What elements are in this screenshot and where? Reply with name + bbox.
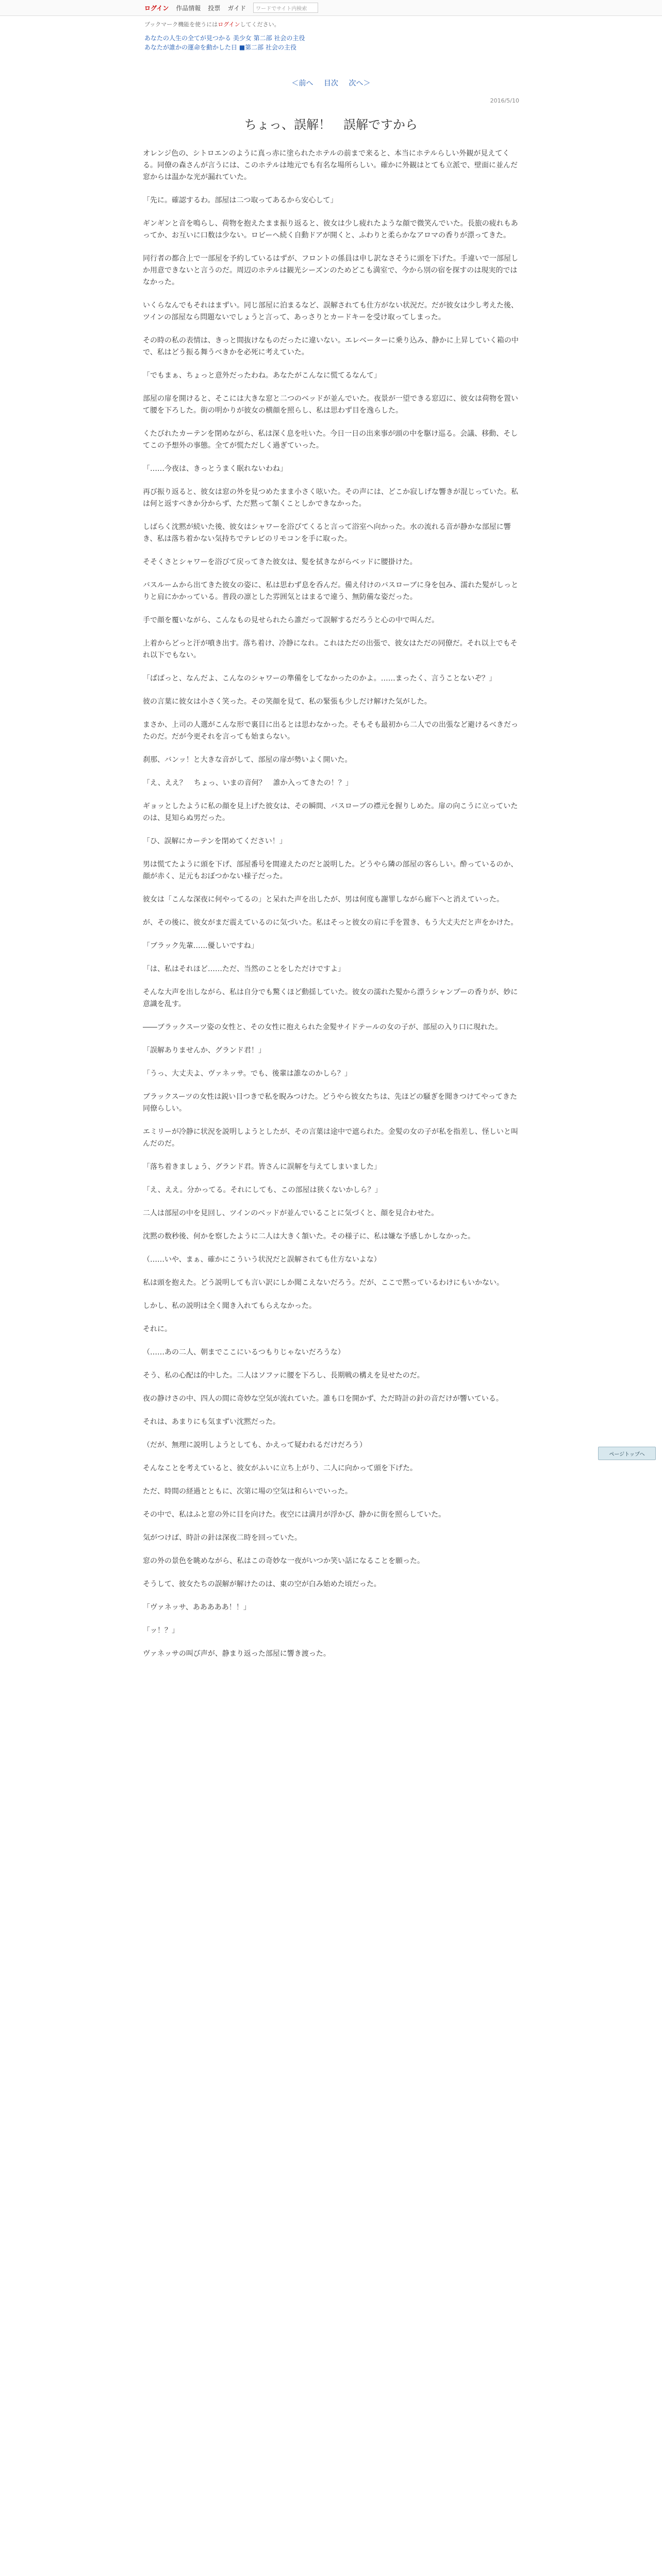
novel-paragraph: （だが、無理に説明しようとしても、かえって疑われるだけだろう） <box>143 1441 367 1449</box>
novel-paragraph: それは、あまりにも気まずい沈黙だった。 <box>143 1418 280 1426</box>
chapter-pager <box>0 78 662 88</box>
post-date: 2016/5/10 <box>490 97 519 104</box>
top-navigation-bar <box>0 0 662 16</box>
novel-paragraph: しかし、私の説明は全く聞き入れてもらえなかった。 <box>143 1302 316 1310</box>
next-chapter-link[interactable]: 次へ＞ <box>349 79 371 88</box>
novel-paragraph: 刹那、バンッ！と大きな音がして、部屋の扉が勢いよく開いた。 <box>143 756 352 764</box>
novel-paragraph: 夜の静けさの中、四人の間に奇妙な空気が流れていた。誰も口を開かず、ただ時計の針の音だけが響いている。 <box>143 1395 503 1403</box>
novel-paragraph: そんなことを考えていると、彼女がふいに立ち上がり、二人に向かって頭を下げた。 <box>143 1464 417 1472</box>
bookmark-notice <box>0 16 662 28</box>
novel-paragraph: 「うっ、大丈夫よ、ヴァネッサ。でも、後輩は誰なのかしら？」 <box>143 1070 352 1078</box>
novel-paragraph: （……いや、まぁ、確かにこういう状況だと誤解されても仕方ないよな） <box>143 1256 381 1264</box>
novel-paragraph: 「え、ええ。分かってる。それにしても、この部屋は狭くないかしら？」 <box>143 1186 382 1194</box>
novel-paragraph: 「え、ええ？ ちょっ、いまの音何？ 誰か入ってきたの！？」 <box>143 779 353 787</box>
novel-paragraph: 二人は部屋の中を見回し、ツインのベッドが並んでいることに気づくと、顔を見合わせた。 <box>143 1209 439 1217</box>
novel-paragraph: 手で顔を覆いながら、こんなもの見せられたら誰だって誤解するだろうと心の中で叫んだ。 <box>143 616 439 624</box>
notice-prefix: ブックマーク機能を使うには <box>144 21 218 28</box>
chapter-title: ちょっ、誤解！ 誤解ですから <box>244 117 418 132</box>
notice-suffix: してください。 <box>240 21 280 28</box>
novel-body <box>143 148 519 1660</box>
novel-paragraph: ギョッとしたように私の顔を見上げた彼女は、その瞬間、バスローブの襟元を握りしめた。扉の向こうに立っていたのは、見知らぬ男だった。 <box>143 802 518 822</box>
page-top-button[interactable]: ページトップへ <box>598 1447 656 1460</box>
novel-paragraph: 窓の外の景色を眺めながら、私はこの奇妙な一夜がいつか笑い話になることを願った。 <box>143 1557 424 1565</box>
novel-paragraph: そんな大声を出しながら、私は自分でも驚くほど動揺していた。彼女の濡れた髪から漂うシャンプーの香りが、妙に意識を乱す。 <box>143 988 518 1008</box>
novel-paragraph: 同行者の都合上で一部屋を予約しているはずが、フロントの係員は申し訳なさそうに頭を下げた。手違いで一部屋しか用意できないと言うのだ。周辺のホテルは観光シーズンのためどこも満室で、今から別の宿を探すのは現実的ではなかった。 <box>143 255 518 286</box>
novel-paragraph: その中で、私はふと窓の外に目を向けた。夜空には満月が浮かび、静かに街を照らしていた。 <box>143 1511 446 1519</box>
novel-paragraph: 上着からどっと汗が噴き出す。落ち着け、冷静になれ。これはただの出張で、彼女はただの同僚だ。それ以上でもそれ以下でもない。 <box>143 639 518 659</box>
novel-paragraph: 再び振り返ると、彼女は窓の外を見つめたまま小さく呟いた。その声には、どこか寂しげな響きが混じっていた。私は何と返すべきか分からず、ただ黙って頷くことしかできなかった。 <box>143 488 518 508</box>
novel-paragraph: そう、私の心配は的中した。二人はソファに腰を下ろし、長期戦の構えを見せたのだ。 <box>143 1371 424 1380</box>
novel-paragraph: その時の私の表情は、きっと間抜けなものだったに違いない。エレベーターに乗り込み、静かに上昇していく箱の中で、私はどう振る舞うべきかを必死に考えていた。 <box>143 336 519 357</box>
novel-paragraph: ヴァネッサの叫び声が、静まり返った部屋に響き渡った。 <box>143 1650 330 1658</box>
novel-paragraph: 部屋の扉を開けると、そこには大きな窓と二つのベッドが並んでいた。夜景が一望できる窓辺に、彼女は荷物を置いて腰を下ろした。街の明かりが彼女の横顔を照らし、私は思わず目を逸らした。 <box>143 395 518 415</box>
table-of-contents-link[interactable]: 目次 <box>324 79 338 88</box>
novel-paragraph: 「ッ！？」 <box>143 1626 179 1635</box>
novel-paragraph: ――ブラックスーツ姿の女性と、その女性に抱えられた金髪サイドテールの女の子が、部屋の入り口に現れた。 <box>143 1023 503 1031</box>
novel-paragraph: 彼の言葉に彼女は小さく笑った。その笑顔を見て、私の緊張も少しだけ解けた気がした。 <box>143 698 432 706</box>
chapter-link[interactable]: あなたが誰かの運命を動かした日 ■第二部 社会の主役 <box>144 44 296 51</box>
series-link[interactable]: あなたの人生の全てが見つかる 美少女 第二部 社会の主役 <box>144 35 305 42</box>
novel-paragraph: 「でもまぁ、ちょっと意外だったわね。あなたがこんなに慌てるなんて」 <box>143 371 381 380</box>
nav-item-guide[interactable]: ガイド <box>227 4 246 12</box>
novel-paragraph: 「誤解ありませんか、グランド君！」 <box>143 1046 266 1055</box>
novel-paragraph: 「は、私はそれほど……ただ、当然のことをしただけですよ」 <box>143 965 345 973</box>
novel-paragraph: バスルームから出てきた彼女の姿に、私は思わず息を呑んだ。備え付けのバスローブに身を包み、濡れた髪がしっとりと肩にかかっている。普段の凛とした雰囲気とはまるで違う、無防備な姿だった。 <box>143 581 519 601</box>
novel-paragraph: 「……今夜は、きっとうまく眠れないわね」 <box>143 465 287 473</box>
novel-paragraph: くたびれたカーテンを閉めながら、私は深く息を吐いた。今日一日の出来事が頭の中を駆け巡る。会議、移動、そしてこの予想外の事態。全てが慌ただしく過ぎていった。 <box>143 430 518 450</box>
novel-paragraph: 「ブラック先輩……優しいですね」 <box>143 942 258 950</box>
novel-paragraph: まさか、上司の人選がこんな形で裏目に出るとは思わなかった。そもそも最初から二人での出張など避けるべきだったのだ。だが今更それを言っても始まらない。 <box>143 721 518 741</box>
novel-paragraph: それに。 <box>143 1325 172 1333</box>
nav-item-vote[interactable]: 投票 <box>208 4 221 12</box>
novel-paragraph: 「ひ、誤解にカーテンを閉めてください！」 <box>143 837 287 845</box>
novel-paragraph: しばらく沈黙が続いた後、彼女はシャワーを浴びてくると言って浴室へ向かった。水の流れる音が静かな部屋に響き、私は落ち着かない気持ちでテレビのリモコンを手に取った。 <box>143 523 511 543</box>
novel-paragraph: が、その後に、彼女がまだ震えているのに気づいた。私はそっと彼女の肩に手を置き、もう大丈夫だと声をかけた。 <box>143 919 518 927</box>
novel-paragraph: 「ぱぱっと、なんだよ、こんなのシャワーの準備をしてなかったのかよ。……まったく、言うことないぞ？」 <box>143 674 496 683</box>
novel-paragraph: ただ、時間の経過とともに、次第に場の空気は和らいでいった。 <box>143 1487 352 1496</box>
novel-paragraph: いくらなんでもそれはまずい。同じ部屋に泊まるなど、誤解されても仕方がない状況だ。だが彼女は少し考えた後、ツインの部屋なら問題ないでしょうと言って、あっさりとカードキーを受け取ってしまった。 <box>143 301 518 321</box>
novel-paragraph: エミリーが冷静に状況を説明しようとしたが、その言葉は途中で遮られた。金髪の女の子が私を指差し、怪しいと叫んだのだ。 <box>143 1128 518 1148</box>
novel-paragraph: 「落ち着きましょう、グランド君。皆さんに誤解を与えてしまいました」 <box>143 1163 381 1171</box>
novel-paragraph: 私は頭を抱えた。どう説明しても言い訳にしか聞こえないだろう。だが、ここで黙っているわけにもいかない。 <box>143 1279 504 1287</box>
novel-paragraph: 沈黙の数秒後、何かを察したように二人は大きく頷いた。その様子に、私は嫌な予感しかしなかった。 <box>143 1232 475 1241</box>
novel-paragraph: ギンギンと音を鳴らし、荷物を抱えたまま振り返ると、彼女は少し疲れたような顔で微笑んでいた。長旅の疲れもあってか、お互いに口数は少ない。ロビーへ続く自動ドアが開くと、ふわりと柔らかなアロマの香りが漂ってきた。 <box>143 219 518 240</box>
novel-paragraph: ブラックスーツの女性は鋭い目つきで私を睨みつけた。どうやら彼女たちは、先ほどの騒ぎを聞きつけてやってきた同僚らしい。 <box>143 1093 518 1113</box>
novel-paragraph: 彼女は「こんな深夜に何やってるの」と呆れた声を出したが、男は何度も謝罪しながら廊下へと消えていった。 <box>143 895 504 904</box>
novel-paragraph: 「ヴァネッサ、あああああ！！」 <box>143 1603 251 1612</box>
novel-paragraph: 男は慌てたように頭を下げ、部屋番号を間違えたのだと説明した。どうやら隣の部屋の客らしい。酔っているのか、顔が赤く、足元もおぼつかない様子だった。 <box>143 860 518 880</box>
notice-login-link[interactable]: ログイン <box>218 21 240 28</box>
novel-paragraph: そそくさとシャワーを浴びて戻ってきた彼女は、髪を拭きながらベッドに腰掛けた。 <box>143 558 417 566</box>
nav-item-works[interactable]: 作品情報 <box>176 4 201 12</box>
prev-chapter-link[interactable]: ＜前へ <box>291 79 313 88</box>
novel-paragraph: オレンジ色の、シトロエンのように真っ赤に塗られたホテルの前まで来ると、本当にホテルらしい外観が見えてくる。同僚の森さんが言うには、このホテルは地元でも有名な場所らしい。確かに外観はとても立派で、壁面に並んだ窓からは温かな光が漏れていた。 <box>143 149 518 181</box>
novel-paragraph: 気がつけば、時計の針は深夜二時を回っていた。 <box>143 1534 302 1542</box>
site-search-input[interactable]: ワードでサイト内検索 <box>253 3 318 13</box>
novel-paragraph: そうして、彼女たちの誤解が解けたのは、東の空が白み始めた頃だった。 <box>143 1580 381 1588</box>
novel-paragraph: （……あの二人、朝までここにいるつもりじゃないだろうな） <box>143 1348 345 1357</box>
login-link[interactable]: ログイン <box>144 4 169 12</box>
novel-paragraph: 「先に。確認するわ。部屋は二つ取ってあるから安心して」 <box>143 196 338 205</box>
series-breadcrumb <box>0 28 662 52</box>
